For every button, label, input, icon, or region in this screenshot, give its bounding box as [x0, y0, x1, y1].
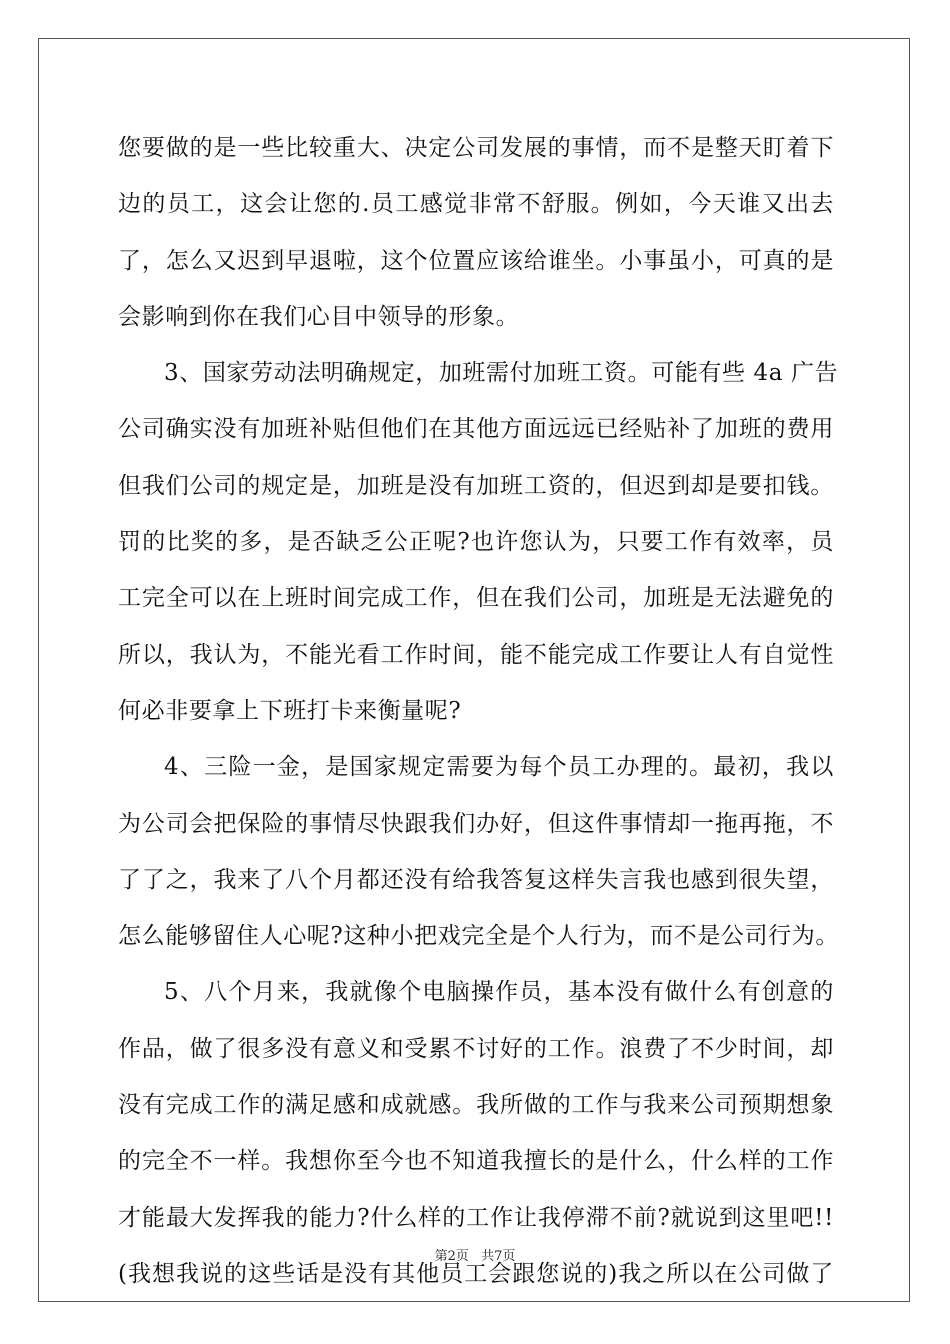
- paragraph-1-line: 会影响到你在我们心目中领导的形象。: [118, 303, 520, 330]
- paragraph-1-line: 了，怎么又迟到早退啦，这个位置应该给谁坐。小事虽小，可真的是: [118, 247, 834, 274]
- paragraph-2-line: 公司确实没有加班补贴但他们在其他方面远远已经贴补了加班的费用: [118, 416, 834, 443]
- paragraph-1-line: 您要做的是一些比较重大、决定公司发展的事情，而不是整天盯着下: [118, 135, 834, 161]
- paragraph-2-line: 但我们公司的规定是，加班是没有加班工资的，但迟到却是要扣钱。: [118, 472, 834, 499]
- paragraph-3-line: 为公司会把保险的事情尽快跟我们办好，但这件事情却一拖再拖，不: [118, 810, 834, 837]
- paragraph-2-line: 何必非要拿上下班打卡来衡量呢?: [118, 697, 462, 724]
- paragraph-4-line: 没有完成工作的满足感和成就感。我所做的工作与我来公司预期想象: [118, 1092, 834, 1119]
- paragraph-2-line: 工完全可以在上班时间完成工作，但在我们公司，加班是无法避免的: [118, 585, 834, 612]
- page-number: 第2页: [434, 1249, 469, 1264]
- paragraph-2-line: 3、国家劳动法明确规定，加班需付加班工资。可能有些 4a 广告: [164, 360, 839, 387]
- page-footer: [0, 1245, 950, 1264]
- paragraph-3-line: 了了之，我来了八个月都还没有给我答复这样失言我也感到很失望，: [118, 866, 834, 893]
- paragraph-4-line: 才能最大发挥我的能力?什么样的工作让我停滞不前?就说到这里吧!!: [118, 1204, 834, 1231]
- paragraph-4-line: 作品，做了很多没有意义和受累不讨好的工作。浪费了不少时间，却: [118, 1035, 834, 1062]
- paragraph-4-line: (我想我说的这些话是没有其他员工会跟您说的)我之所以在公司做了: [118, 1260, 834, 1287]
- paragraph-2-line: 所以，我认为，不能光看工作时间，能不能完成工作要让人有自觉性: [118, 641, 834, 668]
- document-body: [118, 120, 839, 1302]
- paragraph-4-line: 的完全不一样。我想你至今也不知道我擅长的是什么，什么样的工作: [118, 1148, 834, 1175]
- paragraph-1-line: 边的员工，这会让您的.员工感觉非常不舒服。例如，今天谁又出去: [118, 191, 834, 218]
- paragraph-4-line: 5、八个月来，我就像个电脑操作员，基本没有做什么有创意的: [164, 979, 834, 1006]
- paragraph-3-line: 怎么能够留住人心呢?这种小把戏完全是个人行为，而不是公司行为。: [118, 923, 839, 950]
- paragraph-3-line: 4、三险一金，是国家规定需要为每个员工办理的。最初，我以: [164, 754, 834, 781]
- paragraph-2-line: 罚的比奖的多，是否缺乏公正呢?也许您认为，只要工作有效率，员: [118, 529, 834, 556]
- page-total: 共7页: [481, 1249, 516, 1264]
